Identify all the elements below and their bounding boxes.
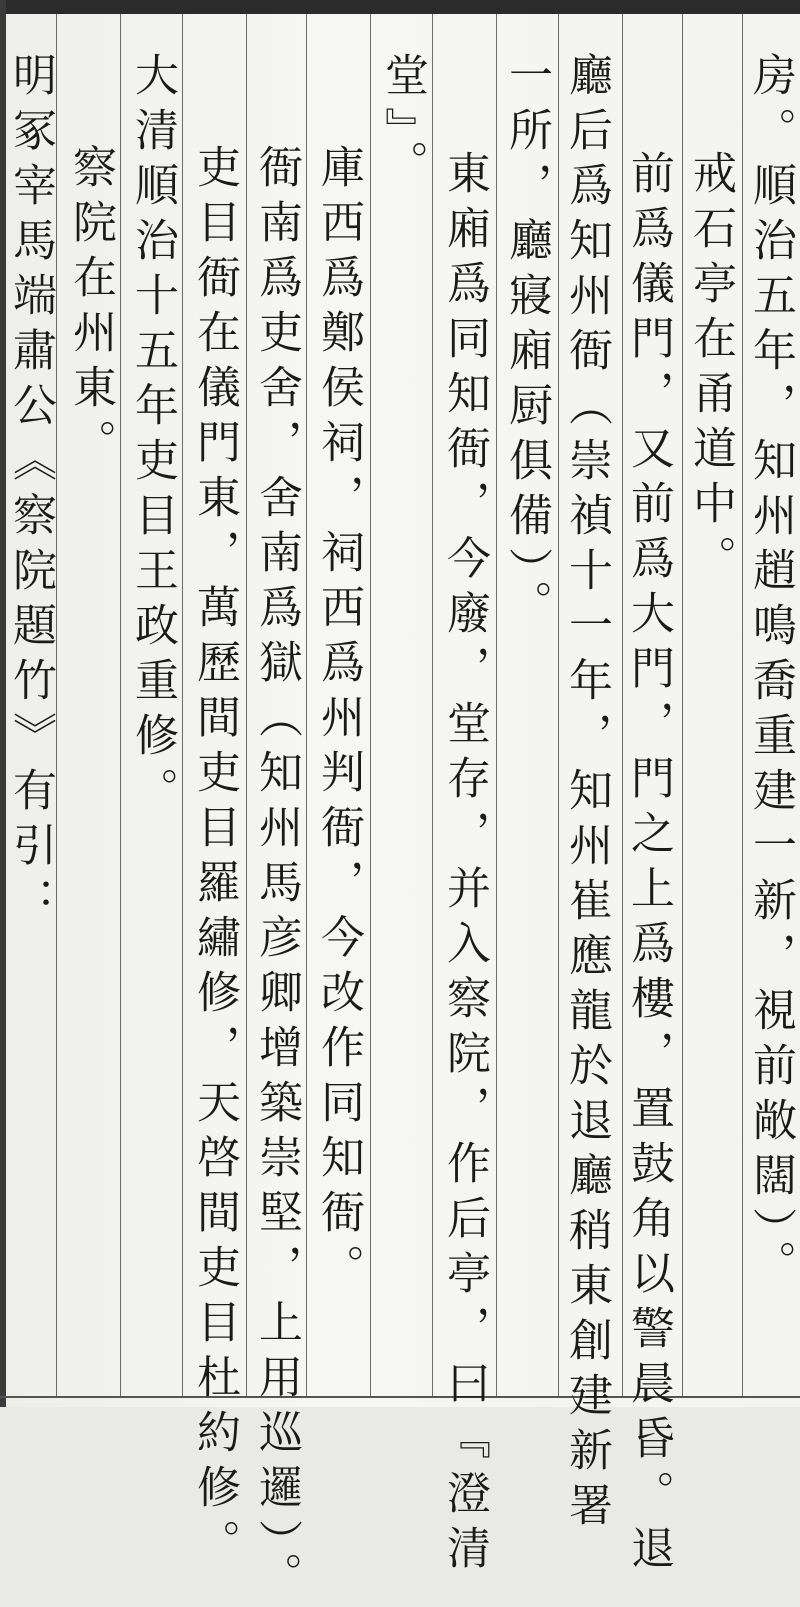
text-column-1: 房。順治五年，知州趙鳴喬重建一新，視前敞闊）。 [745,52,796,1295]
column-rule [306,14,307,1396]
text-column-12: 察院在州東。 [65,144,116,474]
column-rule [496,14,497,1396]
text-column-3: 前爲儀門，又前爲大門，門之上爲樓，置鼓角以警晨昏。退 [623,150,674,1580]
page-bottom-border [0,1396,800,1398]
text-column-9: 衙南爲吏舍，舍南爲獄（知州馬彦卿增築崇堅，上用巡邏）。 [251,144,302,1607]
text-column-10: 吏目衙在儀門東，萬歷間吏目羅繡修，天啓間吏目杜約修。 [189,144,240,1574]
column-rule [246,14,247,1396]
text-column-13: 明冢宰馬端肅公《察院題竹》有引： [5,52,56,932]
column-rule [182,14,183,1396]
column-rule [370,14,371,1396]
text-column-11: 大清順治十五年吏目王政重修。 [127,52,178,822]
text-column-7: 堂』。 [377,52,428,195]
text-column-2: 戒石亭在甬道中。 [685,150,736,590]
page-top-border [0,0,800,14]
text-column-5: 一所，廳寢廂厨俱備）。 [501,52,552,635]
text-column-8: 庫西爲鄭侯祠，祠西爲州判衙，今改作同知衙。 [313,144,364,1299]
column-rule [120,14,121,1396]
text-column-4: 廳后爲知州衙（崇禎十一年，知州崔應龍於退廳稍東創建新署 [561,52,612,1537]
column-rule [432,14,433,1396]
text-column-6: 東廂爲同知衙，今廢，堂存，并入察院，作后亭，曰『澄清 [439,150,490,1580]
